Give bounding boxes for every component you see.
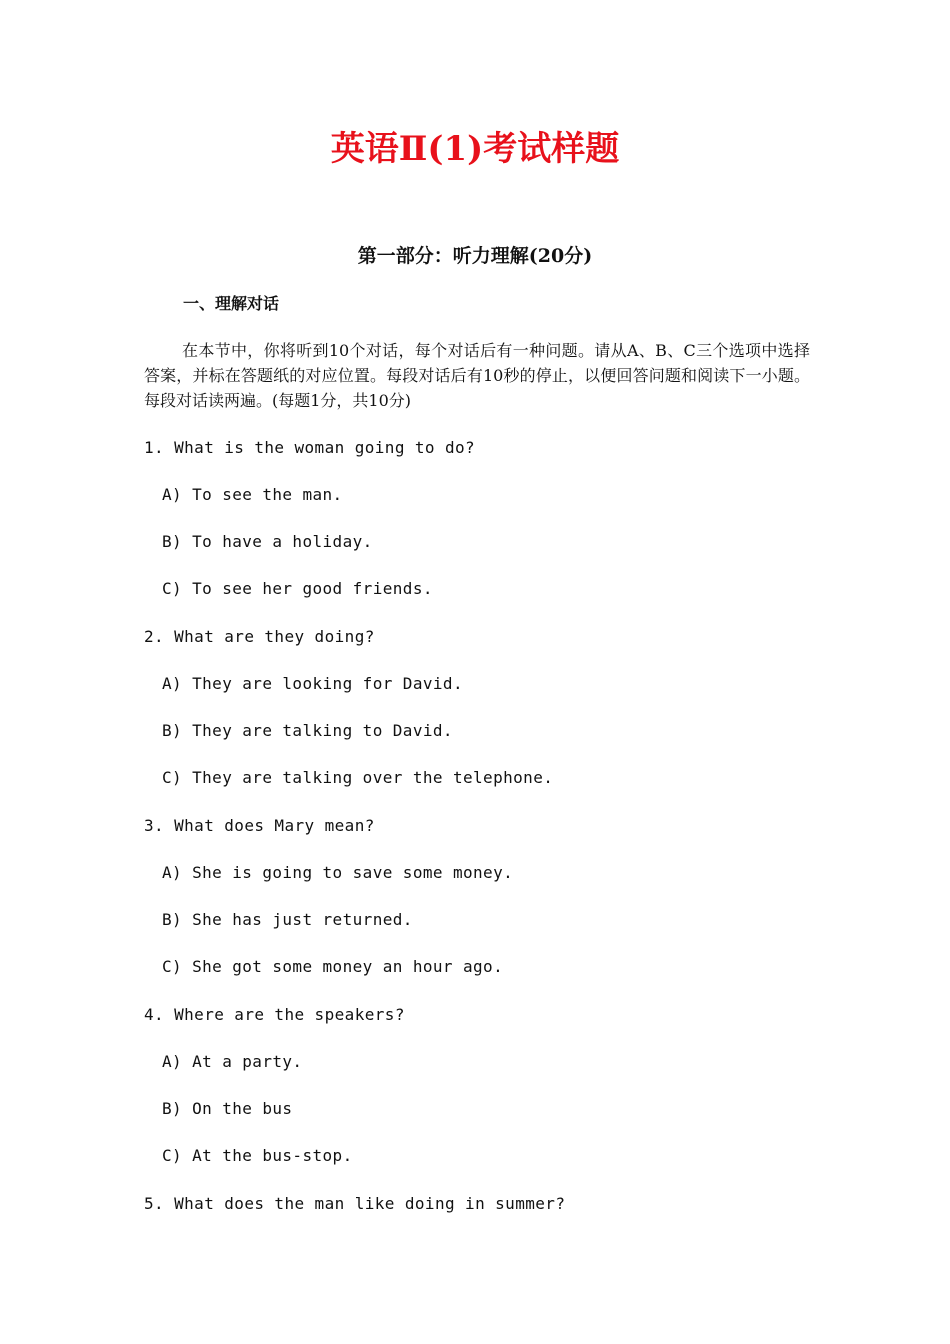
part-heading: 第一部分：听力理解(20分) [357, 245, 593, 267]
section-heading: 一、理解对话 [183, 294, 280, 313]
question-1-option-c: C) To see her good friends. [162, 579, 433, 598]
question-3-option-b: B) She has just returned. [162, 910, 413, 929]
question-4: 4. Where are the speakers? [144, 1005, 405, 1024]
instructions-paragraph: 在本节中，你将听到10个对话，每个对话后有一种问题。请从A、B、C三个选项中选择答案，并标在答题纸的对应位置。每段对话后有10秒的停止，以便回答问题和阅读下一小题。每段对话读两遍。(每题1分，共10分) [144, 341, 810, 410]
question-3-option-c: C) She got some money an hour ago. [162, 957, 504, 976]
question-1-option-a: A) To see the man. [162, 485, 343, 504]
question-2-option-a: A) They are looking for David. [162, 674, 463, 693]
question-4-option-a: A) At a party. [162, 1052, 303, 1071]
question-3-option-a: A) She is going to save some money. [162, 863, 514, 882]
question-5: 5. What does the man like doing in summer? [144, 1194, 566, 1213]
question-3: 3. What does Mary mean? [144, 816, 375, 835]
question-1: 1. What is the woman going to do? [144, 438, 476, 457]
exam-title: 英语Ⅱ(1)考试样题 [330, 129, 620, 169]
question-4-option-c: C) At the bus-stop. [162, 1146, 353, 1165]
question-4-option-b: B) On the bus [162, 1099, 293, 1118]
question-2-option-b: B) They are talking to David. [162, 721, 453, 740]
question-2-option-c: C) They are talking over the telephone. [162, 768, 554, 787]
question-2: 2. What are they doing? [144, 627, 375, 646]
question-1-option-b: B) To have a holiday. [162, 532, 373, 551]
